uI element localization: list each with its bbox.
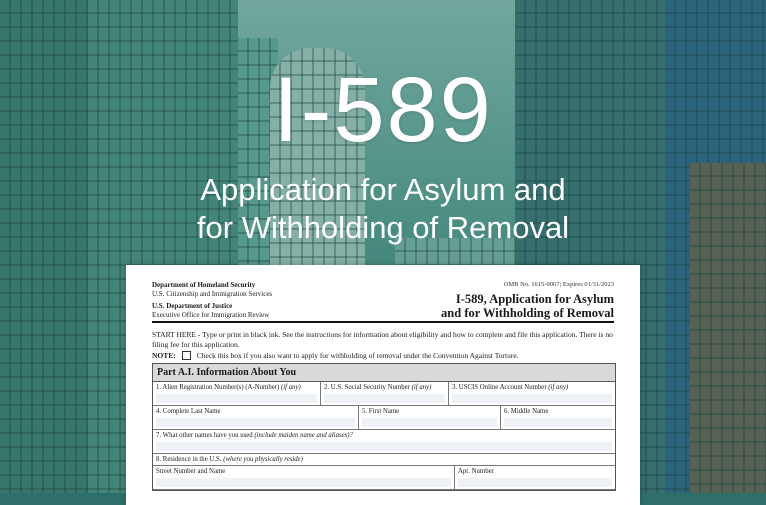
agency2-sub: Executive Office for Immigration Review [152, 311, 270, 319]
field-hint: (include maiden name and aliases)? [254, 432, 353, 439]
field-hint: (if any) [280, 384, 301, 391]
form-document [126, 265, 640, 505]
form-row [153, 454, 615, 466]
form-number-heading: I-589 [273, 59, 493, 161]
agency2: U.S. Department of Justice [152, 302, 233, 310]
agency1-sub: U.S. Citizenship and Immigration Services [152, 290, 273, 298]
apt-field[interactable] [455, 466, 615, 489]
field-label: 1. Alien Registration Number(s) (A-Number) [156, 384, 280, 391]
last-name-field[interactable] [153, 406, 359, 429]
agency-block [152, 281, 272, 320]
uscis-account-field[interactable] [449, 382, 615, 405]
note-row [152, 351, 519, 360]
note-label: NOTE: [152, 351, 176, 360]
residence-label [153, 454, 615, 465]
field-label: 5. First Name [362, 408, 400, 415]
form-row [153, 382, 615, 406]
field-label: 4. Complete Last Name [156, 408, 221, 415]
form-grid [152, 363, 616, 491]
form-title-line1: I-589, Application for Asylum [455, 292, 614, 306]
form-title-block [441, 281, 614, 320]
field-label: 7. What other names have you used [156, 432, 253, 439]
cat-checkbox[interactable] [182, 351, 191, 360]
field-label: 3. USCIS Online Account Number [452, 384, 547, 391]
subtitle-line2: for Withholding of Removal [196, 210, 570, 245]
street-field[interactable] [153, 466, 455, 489]
omb-number: OMB No. 1615-0067; Expires 01/31/2023 [503, 281, 614, 288]
a-number-field[interactable] [153, 382, 321, 405]
subtitle-line1: Application for Asylum and [200, 172, 566, 207]
ssn-field[interactable] [321, 382, 449, 405]
part-title: Part A.I. Information About You [153, 364, 615, 382]
form-row [153, 406, 615, 430]
form-row [153, 430, 615, 454]
field-hint: (if any) [411, 384, 432, 391]
start-here-text: START HERE - Type or print in black ink. See the instructions for information about eligibility and how to complete and file this application. There is no filing fee for this application. [152, 330, 613, 349]
divider [152, 321, 614, 323]
field-label: 6. Middle Name [504, 408, 549, 415]
form-row [153, 466, 615, 490]
form-title-line2: and for Withholding of Removal [441, 306, 614, 320]
field-label: Street Number and Name [156, 468, 226, 475]
field-label: 8. Residence in the U.S. [156, 456, 222, 463]
middle-name-field[interactable] [501, 406, 615, 429]
field-hint: (if any) [548, 384, 569, 391]
first-name-field[interactable] [359, 406, 501, 429]
note-text: Check this box if you also want to apply for withholding of removal under the Convention Against Torture. [196, 351, 519, 360]
other-names-field[interactable] [153, 430, 615, 453]
field-label: Apt. Number [458, 468, 494, 475]
agency1: Department of Homeland Security [152, 281, 256, 289]
field-label: 2. U.S. Social Security Number [324, 384, 410, 391]
field-hint: (where you physically reside) [223, 456, 303, 463]
